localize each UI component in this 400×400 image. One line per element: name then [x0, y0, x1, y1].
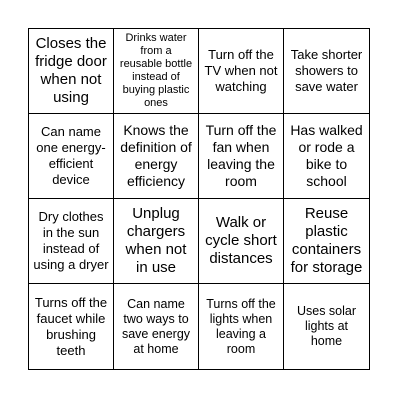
bingo-cell-text: Dry clothes in the sun instead of using a dryer [33, 209, 109, 272]
bingo-cell[interactable] [114, 29, 199, 114]
bingo-cell[interactable] [114, 199, 199, 284]
bingo-cell[interactable] [284, 284, 369, 369]
bingo-cell[interactable] [29, 114, 114, 199]
bingo-cell-text: Take shorter showers to save water [290, 47, 363, 94]
bingo-cell[interactable] [29, 284, 114, 369]
bingo-cell-text: Can name two ways to save energy at home [121, 296, 191, 356]
bingo-cell-text: Drinks water from a reusable bottle instead of buying plastic ones [119, 32, 193, 109]
bingo-cell[interactable] [114, 114, 199, 199]
bingo-card [28, 28, 370, 370]
bingo-cell[interactable] [284, 29, 369, 114]
bingo-cell-text: Knows the definition of energy efficiency [120, 122, 192, 189]
bingo-cell-text: Can name one energy-efficient device [36, 124, 106, 187]
bingo-cell-text: Turn off the TV when not watching [204, 47, 278, 94]
bingo-cell[interactable] [199, 29, 284, 114]
bingo-cell[interactable] [199, 199, 284, 284]
bingo-cell-text: Turns off the lights when leaving a room [206, 296, 276, 356]
bingo-cell-text: Turns off the faucet while brushing teeth [34, 294, 108, 358]
bingo-cell-text: Reuse plastic containers for storage [290, 205, 363, 276]
bingo-cell-text: Closes the fridge door when not using [35, 35, 107, 106]
bingo-cell[interactable] [199, 114, 284, 199]
bingo-cell-text: Uses solar lights at home [296, 304, 357, 348]
bingo-cell[interactable] [284, 199, 369, 284]
bingo-cell[interactable] [114, 284, 199, 369]
bingo-cell[interactable] [29, 29, 114, 114]
bingo-cell-text: Walk or cycle short distances [205, 214, 277, 267]
bingo-cell[interactable] [199, 284, 284, 369]
bingo-cell-text: Turn off the fan when leaving the room [205, 122, 277, 189]
bingo-cell-text: Has walked or rode a bike to school [290, 122, 363, 189]
bingo-cell-text: Unplug chargers when not in use [125, 205, 187, 276]
bingo-cell[interactable] [29, 199, 114, 284]
bingo-cell[interactable] [284, 114, 369, 199]
